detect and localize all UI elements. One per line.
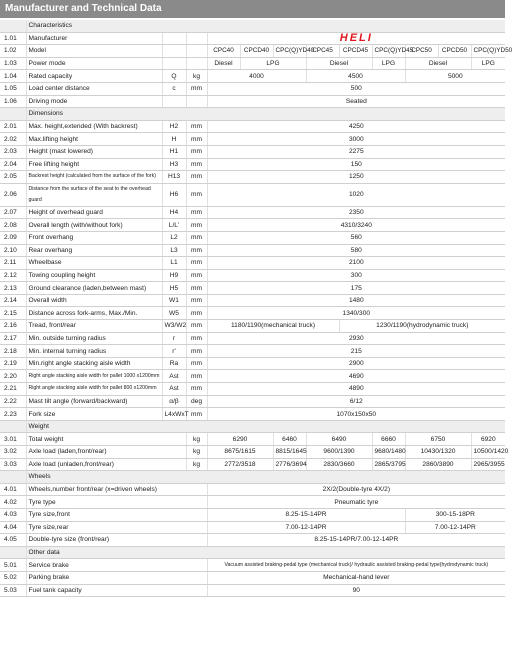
row-number: 2.21 bbox=[0, 383, 26, 396]
table-row bbox=[0, 82, 505, 95]
value-cell: 6490 bbox=[306, 433, 372, 446]
row-label: Service brake bbox=[26, 559, 207, 572]
model-cell: CPCD50 bbox=[438, 45, 471, 58]
row-number: 2.02 bbox=[0, 133, 26, 146]
table-row bbox=[0, 282, 505, 295]
value-cell: 5000 bbox=[405, 70, 505, 83]
section-row bbox=[0, 546, 505, 559]
value-cell: 4500 bbox=[306, 70, 405, 83]
row-number: 1.01 bbox=[0, 32, 26, 45]
value-cell: 2772/3518 bbox=[207, 458, 273, 471]
row-label: Axle load (unladen,front/rear) bbox=[26, 458, 186, 471]
row-number: 2.08 bbox=[0, 219, 26, 232]
row-label: Min. outside turning radius bbox=[26, 332, 162, 345]
value-cell: 1480 bbox=[207, 294, 505, 307]
model-cell: CPC40 bbox=[207, 45, 240, 58]
row-symbol: Ast bbox=[162, 370, 186, 383]
row-number: 2.15 bbox=[0, 307, 26, 320]
table-row bbox=[0, 332, 505, 345]
value-cell: 10430/1320 bbox=[405, 446, 471, 459]
row-number: 2.19 bbox=[0, 357, 26, 370]
row-label: Driving mode bbox=[26, 95, 162, 108]
row-unit: kg bbox=[186, 458, 207, 471]
table-row bbox=[0, 219, 505, 232]
row-symbol: H2 bbox=[162, 120, 186, 133]
value-cell: 10500/1420 bbox=[471, 446, 505, 459]
row-number: 2.01 bbox=[0, 120, 26, 133]
row-symbol: L/L' bbox=[162, 219, 186, 232]
table-row bbox=[0, 158, 505, 171]
row-unit: mm bbox=[186, 320, 207, 333]
value-cell: 6460 bbox=[273, 433, 306, 446]
row-number: 2.05 bbox=[0, 171, 26, 184]
row-unit: deg bbox=[186, 395, 207, 408]
row-label: Max. height,extended (With backrest) bbox=[26, 120, 162, 133]
value-cell: 1250 bbox=[207, 171, 505, 184]
row-number: 4.01 bbox=[0, 483, 26, 496]
value-cell: 2776/3694 bbox=[273, 458, 306, 471]
table-row bbox=[0, 244, 505, 257]
value-cell: 150 bbox=[207, 158, 505, 171]
value-cell: 1020 bbox=[207, 183, 505, 206]
value-cell: 4890 bbox=[207, 383, 505, 396]
table-row bbox=[0, 496, 505, 509]
table-row bbox=[0, 521, 505, 534]
row-symbol: L4xWxT bbox=[162, 408, 186, 421]
row-unit: kg bbox=[186, 433, 207, 446]
row-label: Min.right angle stacking aisle width bbox=[26, 357, 162, 370]
table-row bbox=[0, 171, 505, 184]
row-label: Height of overhead guard bbox=[26, 206, 162, 219]
logo bbox=[207, 32, 505, 45]
row-label: Tyre size,rear bbox=[26, 521, 207, 534]
row-number: 2.12 bbox=[0, 269, 26, 282]
row-label: Max.lifting height bbox=[26, 133, 162, 146]
row-number: 4.05 bbox=[0, 534, 26, 547]
value-cell: 1340/300 bbox=[207, 307, 505, 320]
section-row bbox=[0, 420, 505, 433]
value-cell: 2865/3795 bbox=[372, 458, 405, 471]
brand-logo: HELI bbox=[339, 31, 373, 44]
value-cell: 2X/2(Double-tyre 4X/2) bbox=[207, 483, 505, 496]
value-cell: 2100 bbox=[207, 257, 505, 270]
row-label: Fuel tank capacity bbox=[26, 584, 207, 597]
table-row bbox=[0, 257, 505, 270]
value-cell: Vacuum assisted braking-pedal type (mechanical truck)/ hydraulic assisted braking-pedal type(hydrodynamic truck) bbox=[207, 559, 505, 572]
value-cell: 4310/3240 bbox=[207, 219, 505, 232]
table-row bbox=[0, 133, 505, 146]
table-row bbox=[0, 357, 505, 370]
row-label: Min. internal turning radius bbox=[26, 345, 162, 358]
value-cell: 2275 bbox=[207, 145, 505, 158]
row-number: 2.18 bbox=[0, 345, 26, 358]
table-row bbox=[0, 408, 505, 421]
table-row bbox=[0, 571, 505, 584]
row-label: Mast tilt angle (forward/backward) bbox=[26, 395, 162, 408]
row-label: Wheelbase bbox=[26, 257, 162, 270]
value-cell: Pneumatic tyre bbox=[207, 496, 505, 509]
value-cell: 2965/3955 bbox=[471, 458, 505, 471]
row-number: 4.03 bbox=[0, 508, 26, 521]
table-row bbox=[0, 57, 505, 70]
section-row bbox=[0, 471, 505, 484]
row-label: Backrest height (calculated from the surface of the fork) bbox=[26, 171, 162, 184]
row-label: Overall length (with/without fork) bbox=[26, 219, 162, 232]
row-unit: mm bbox=[186, 383, 207, 396]
value-cell: 500 bbox=[207, 82, 505, 95]
value-cell: 6660 bbox=[372, 433, 405, 446]
row-number: 2.07 bbox=[0, 206, 26, 219]
power-cell: Diesel bbox=[306, 57, 372, 70]
value-cell: 1230/1190(hydrodynamic truck) bbox=[339, 320, 505, 333]
table-row bbox=[0, 45, 505, 58]
table-row bbox=[0, 370, 505, 383]
table-row bbox=[0, 345, 505, 358]
spec-table bbox=[0, 20, 512, 597]
row-unit: mm bbox=[186, 269, 207, 282]
model-cell: CPC45 bbox=[306, 45, 339, 58]
value-cell: Mechanical-hand lever bbox=[207, 571, 505, 584]
row-number: 5.01 bbox=[0, 559, 26, 572]
table-row bbox=[0, 559, 505, 572]
row-unit: mm bbox=[186, 231, 207, 244]
row-symbol: H4 bbox=[162, 206, 186, 219]
table-row bbox=[0, 145, 505, 158]
section-title: Wheels bbox=[26, 471, 505, 484]
row-unit: mm bbox=[186, 357, 207, 370]
table-row bbox=[0, 269, 505, 282]
row-symbol: L3 bbox=[162, 244, 186, 257]
row-unit: kg bbox=[186, 70, 207, 83]
row-unit: mm bbox=[186, 133, 207, 146]
row-unit: mm bbox=[186, 332, 207, 345]
model-cell: CPCD45 bbox=[339, 45, 372, 58]
row-symbol: L1 bbox=[162, 257, 186, 270]
table-row bbox=[0, 206, 505, 219]
row-symbol: H5 bbox=[162, 282, 186, 295]
table-row bbox=[0, 183, 505, 206]
row-label: Tread, front/rear bbox=[26, 320, 162, 333]
table-row bbox=[0, 483, 505, 496]
row-label: Total weight bbox=[26, 433, 186, 446]
row-label: Axle load (laden,front/rear) bbox=[26, 446, 186, 459]
power-cell: Diesel bbox=[405, 57, 471, 70]
row-symbol: L2 bbox=[162, 231, 186, 244]
value-cell: 4000 bbox=[207, 70, 306, 83]
section-title: Weight bbox=[26, 420, 505, 433]
row-number: 2.23 bbox=[0, 408, 26, 421]
row-label: Load center distance bbox=[26, 82, 162, 95]
table-row bbox=[0, 320, 505, 333]
row-number: 2.03 bbox=[0, 145, 26, 158]
row-symbol: α/β bbox=[162, 395, 186, 408]
row-unit: mm bbox=[186, 370, 207, 383]
row-symbol: Ra bbox=[162, 357, 186, 370]
value-cell: 9680/1480 bbox=[372, 446, 405, 459]
section-title: Other data bbox=[26, 546, 505, 559]
value-cell: 6290 bbox=[207, 433, 273, 446]
table-row bbox=[0, 395, 505, 408]
row-symbol: H13 bbox=[162, 171, 186, 184]
row-number: 1.06 bbox=[0, 95, 26, 108]
row-label: Parking brake bbox=[26, 571, 207, 584]
row-number: 5.02 bbox=[0, 571, 26, 584]
row-number: 2.20 bbox=[0, 370, 26, 383]
row-label: Model bbox=[26, 45, 162, 58]
value-cell: 7.00-12-14PR bbox=[405, 521, 505, 534]
row-unit: mm bbox=[186, 171, 207, 184]
row-unit: mm bbox=[186, 294, 207, 307]
value-cell: 2830/3660 bbox=[306, 458, 372, 471]
row-unit: mm bbox=[186, 307, 207, 320]
row-symbol: c bbox=[162, 82, 186, 95]
table-row bbox=[0, 231, 505, 244]
value-cell: 6920 bbox=[471, 433, 505, 446]
row-number: 3.01 bbox=[0, 433, 26, 446]
model-cell: CPC(Q)YD50 bbox=[471, 45, 505, 58]
value-cell: 4690 bbox=[207, 370, 505, 383]
row-label: Tyre size,front bbox=[26, 508, 207, 521]
row-number: 2.16 bbox=[0, 320, 26, 333]
row-number: 2.22 bbox=[0, 395, 26, 408]
row-number: 1.05 bbox=[0, 82, 26, 95]
row-unit: mm bbox=[186, 244, 207, 257]
section-title: Characteristics bbox=[26, 20, 505, 32]
row-symbol: W5 bbox=[162, 307, 186, 320]
table-row bbox=[0, 95, 505, 108]
model-cell: CPC50 bbox=[405, 45, 438, 58]
row-number: 3.03 bbox=[0, 458, 26, 471]
value-cell: 2900 bbox=[207, 357, 505, 370]
row-label: Rear overhang bbox=[26, 244, 162, 257]
spec-table-body bbox=[0, 20, 512, 597]
row-number: 4.02 bbox=[0, 496, 26, 509]
row-unit: mm bbox=[186, 257, 207, 270]
row-label: Front overhang bbox=[26, 231, 162, 244]
row-label: Double-tyre size (front/rear) bbox=[26, 534, 207, 547]
row-number: 1.02 bbox=[0, 45, 26, 58]
row-label: Rated capacity bbox=[26, 70, 162, 83]
row-label: Distance from the surface of the seat to the overhead guard bbox=[26, 183, 162, 206]
section-row bbox=[0, 20, 505, 32]
row-number: 1.03 bbox=[0, 57, 26, 70]
row-unit: mm bbox=[186, 219, 207, 232]
model-cell: CPC(Q)YD40 bbox=[273, 45, 306, 58]
value-cell: Seated bbox=[207, 95, 505, 108]
row-number: 1.04 bbox=[0, 70, 26, 83]
model-cell: CPC(Q)YD45 bbox=[372, 45, 405, 58]
row-number bbox=[0, 471, 26, 484]
value-cell: 300 bbox=[207, 269, 505, 282]
value-cell: 8.25-15-14PR bbox=[207, 508, 405, 521]
value-cell: 215 bbox=[207, 345, 505, 358]
table-row bbox=[0, 70, 505, 83]
power-cell: LPG bbox=[240, 57, 306, 70]
row-number: 2.10 bbox=[0, 244, 26, 257]
row-symbol: H1 bbox=[162, 145, 186, 158]
model-cell: CPCD40 bbox=[240, 45, 273, 58]
row-unit: mm bbox=[186, 158, 207, 171]
row-unit: mm bbox=[186, 145, 207, 158]
section-title: Dimensions bbox=[26, 108, 505, 121]
sheet-title: Manufacturer and Technical Data bbox=[0, 0, 505, 18]
row-label: Right angle stacking aisle width for pallet 1000 x1200mm bbox=[26, 370, 162, 383]
row-unit: mm bbox=[186, 345, 207, 358]
value-cell: 7.00-12-14PR bbox=[207, 521, 405, 534]
row-number: 5.03 bbox=[0, 584, 26, 597]
value-cell: 4250 bbox=[207, 120, 505, 133]
table-row bbox=[0, 383, 505, 396]
value-cell: 580 bbox=[207, 244, 505, 257]
value-cell: 1180/1190(mechanical truck) bbox=[207, 320, 339, 333]
row-label: Right angle stacking aisle width for pallet 800 x1200mm bbox=[26, 383, 162, 396]
row-symbol: W3/W2 bbox=[162, 320, 186, 333]
row-label: Overall width bbox=[26, 294, 162, 307]
value-cell: 6750 bbox=[405, 433, 471, 446]
power-cell: LPG bbox=[471, 57, 505, 70]
row-unit: mm bbox=[186, 282, 207, 295]
power-cell: Diesel bbox=[207, 57, 240, 70]
value-cell: 2350 bbox=[207, 206, 505, 219]
table-row bbox=[0, 433, 505, 446]
table-row bbox=[0, 584, 505, 597]
value-cell: 175 bbox=[207, 282, 505, 295]
value-cell: 8675/1615 bbox=[207, 446, 273, 459]
row-number: 2.09 bbox=[0, 231, 26, 244]
value-cell: 560 bbox=[207, 231, 505, 244]
value-cell: 1070x150x50 bbox=[207, 408, 505, 421]
value-cell: 2930 bbox=[207, 332, 505, 345]
value-cell: 8815/1645 bbox=[273, 446, 306, 459]
row-label: Distance across fork-arms, Max./Min. bbox=[26, 307, 162, 320]
table-row bbox=[0, 32, 505, 45]
row-number: 2.11 bbox=[0, 257, 26, 270]
value-cell: 90 bbox=[207, 584, 505, 597]
row-number: 3.02 bbox=[0, 446, 26, 459]
row-number: 2.13 bbox=[0, 282, 26, 295]
row-label: Towing coupling height bbox=[26, 269, 162, 282]
row-label: Ground clearance (laden,between mast) bbox=[26, 282, 162, 295]
row-number bbox=[0, 546, 26, 559]
value-cell: 8.25-15-14PR/7.00-12-14PR bbox=[207, 534, 505, 547]
row-label: Height (mast lowered) bbox=[26, 145, 162, 158]
row-symbol: Ast bbox=[162, 383, 186, 396]
row-symbol: r bbox=[162, 332, 186, 345]
row-label: Free lifting height bbox=[26, 158, 162, 171]
section-row bbox=[0, 108, 505, 121]
row-unit: mm bbox=[186, 183, 207, 206]
table-row bbox=[0, 307, 505, 320]
value-cell: 9600/1390 bbox=[306, 446, 372, 459]
row-symbol: H bbox=[162, 133, 186, 146]
row-symbol: Q bbox=[162, 70, 186, 83]
row-unit: mm bbox=[186, 408, 207, 421]
value-cell: 2860/3890 bbox=[405, 458, 471, 471]
row-label: Fork size bbox=[26, 408, 162, 421]
row-label: Manufacturer bbox=[26, 32, 162, 45]
row-number: 4.04 bbox=[0, 521, 26, 534]
row-label: Tyre type bbox=[26, 496, 207, 509]
row-unit: mm bbox=[186, 82, 207, 95]
row-number: 2.04 bbox=[0, 158, 26, 171]
value-cell: 6/12 bbox=[207, 395, 505, 408]
row-number: 2.14 bbox=[0, 294, 26, 307]
value-cell: 3000 bbox=[207, 133, 505, 146]
row-symbol: H6 bbox=[162, 183, 186, 206]
row-number: 2.06 bbox=[0, 183, 26, 206]
power-cell: LPG bbox=[372, 57, 405, 70]
table-row bbox=[0, 294, 505, 307]
table-row bbox=[0, 508, 505, 521]
value-cell: 300-15-18PR bbox=[405, 508, 505, 521]
row-unit: mm bbox=[186, 120, 207, 133]
row-number: 2.17 bbox=[0, 332, 26, 345]
row-symbol: H3 bbox=[162, 158, 186, 171]
table-row bbox=[0, 458, 505, 471]
row-symbol: r' bbox=[162, 345, 186, 358]
row-label: Wheels,number front/rear (x=driven wheels) bbox=[26, 483, 207, 496]
row-unit: mm bbox=[186, 206, 207, 219]
row-unit: kg bbox=[186, 446, 207, 459]
row-number bbox=[0, 420, 26, 433]
row-symbol: H9 bbox=[162, 269, 186, 282]
table-row bbox=[0, 446, 505, 459]
row-label: Power mode bbox=[26, 57, 162, 70]
table-row bbox=[0, 534, 505, 547]
table-row bbox=[0, 120, 505, 133]
row-symbol: W1 bbox=[162, 294, 186, 307]
